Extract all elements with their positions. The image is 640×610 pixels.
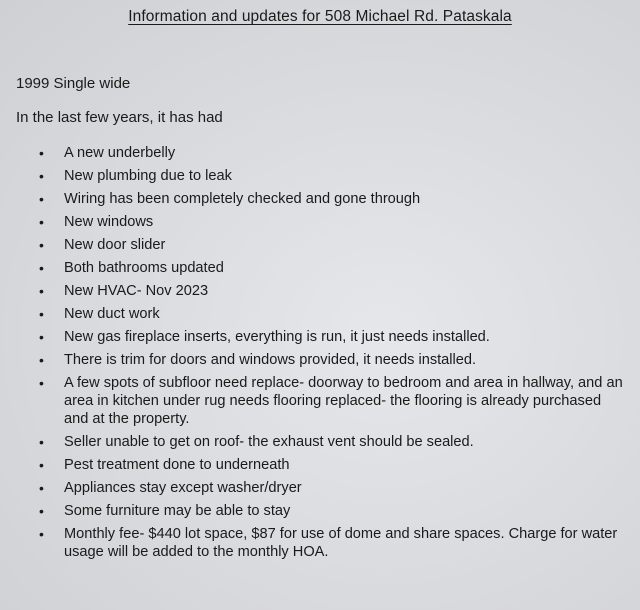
bullet-icon: • xyxy=(39,145,44,161)
list-item xyxy=(0,259,640,277)
list-item-text: New HVAC- Nov 2023 xyxy=(64,283,209,299)
list-item-text: New windows xyxy=(64,214,154,230)
list-item-text: Some furniture may be able to stay xyxy=(64,503,291,519)
list-item-text: Monthly fee- $440 lot space, $87 for use of dome and share spaces. Charge for water usage will be added to the monthly HOA. xyxy=(64,526,618,560)
list-item xyxy=(0,282,640,300)
bullet-icon: • xyxy=(39,434,44,450)
list-item-text: Seller unable to get on roof- the exhaust vent should be sealed. xyxy=(64,434,474,450)
list-item xyxy=(0,456,640,474)
list-item xyxy=(0,144,640,162)
list-item xyxy=(0,236,640,254)
bullet-icon: • xyxy=(39,237,44,253)
bullet-icon: • xyxy=(39,283,44,299)
bullet-icon: • xyxy=(39,191,44,207)
list-item xyxy=(0,502,640,520)
list-item-text: New plumbing due to leak xyxy=(64,168,232,184)
bullet-icon: • xyxy=(39,457,44,473)
bullet-icon: • xyxy=(39,214,44,230)
bullet-icon: • xyxy=(39,375,44,391)
list-item xyxy=(0,167,640,185)
document-title: Information and updates for 508 Michael Rd. Pataskala xyxy=(128,8,512,25)
list-item xyxy=(0,328,640,346)
list-item-text: Pest treatment done to underneath xyxy=(64,457,290,473)
bullet-icon: • xyxy=(39,480,44,496)
list-item xyxy=(0,190,640,208)
bullet-icon: • xyxy=(39,526,44,542)
home-type-text: 1999 Single wide xyxy=(16,75,131,92)
list-item xyxy=(0,433,640,451)
list-item-text: New gas fireplace inserts, everything is run, it just needs installed. xyxy=(64,329,490,345)
bullet-icon: • xyxy=(39,306,44,322)
list-item xyxy=(0,479,640,497)
bullet-icon: • xyxy=(39,352,44,368)
list-item-text: There is trim for doors and windows provided, it needs installed. xyxy=(64,352,477,368)
list-item-text: A few spots of subfloor need replace- doorway to bedroom and area in hallway, and an area in kitchen under rug needs flooring replaced- the flooring is already purchased and at the property. xyxy=(64,375,623,427)
list-item-text: A new underbelly xyxy=(64,145,176,161)
bullet-icon: • xyxy=(39,168,44,184)
list-item-text: New duct work xyxy=(64,306,160,322)
list-item xyxy=(0,351,640,369)
updates-list xyxy=(0,144,640,566)
list-item xyxy=(0,305,640,323)
list-item xyxy=(0,374,640,428)
bullet-icon: • xyxy=(39,503,44,519)
bullet-icon: • xyxy=(39,260,44,276)
list-item-text: Appliances stay except washer/dryer xyxy=(64,480,302,496)
bullet-icon: • xyxy=(39,329,44,345)
intro-text: In the last few years, it has had xyxy=(16,109,223,126)
list-item-text: Both bathrooms updated xyxy=(64,260,224,276)
list-item xyxy=(0,213,640,231)
list-item xyxy=(0,525,640,561)
list-item-text: Wiring has been completely checked and gone through xyxy=(64,191,421,207)
list-item-text: New door slider xyxy=(64,237,166,253)
